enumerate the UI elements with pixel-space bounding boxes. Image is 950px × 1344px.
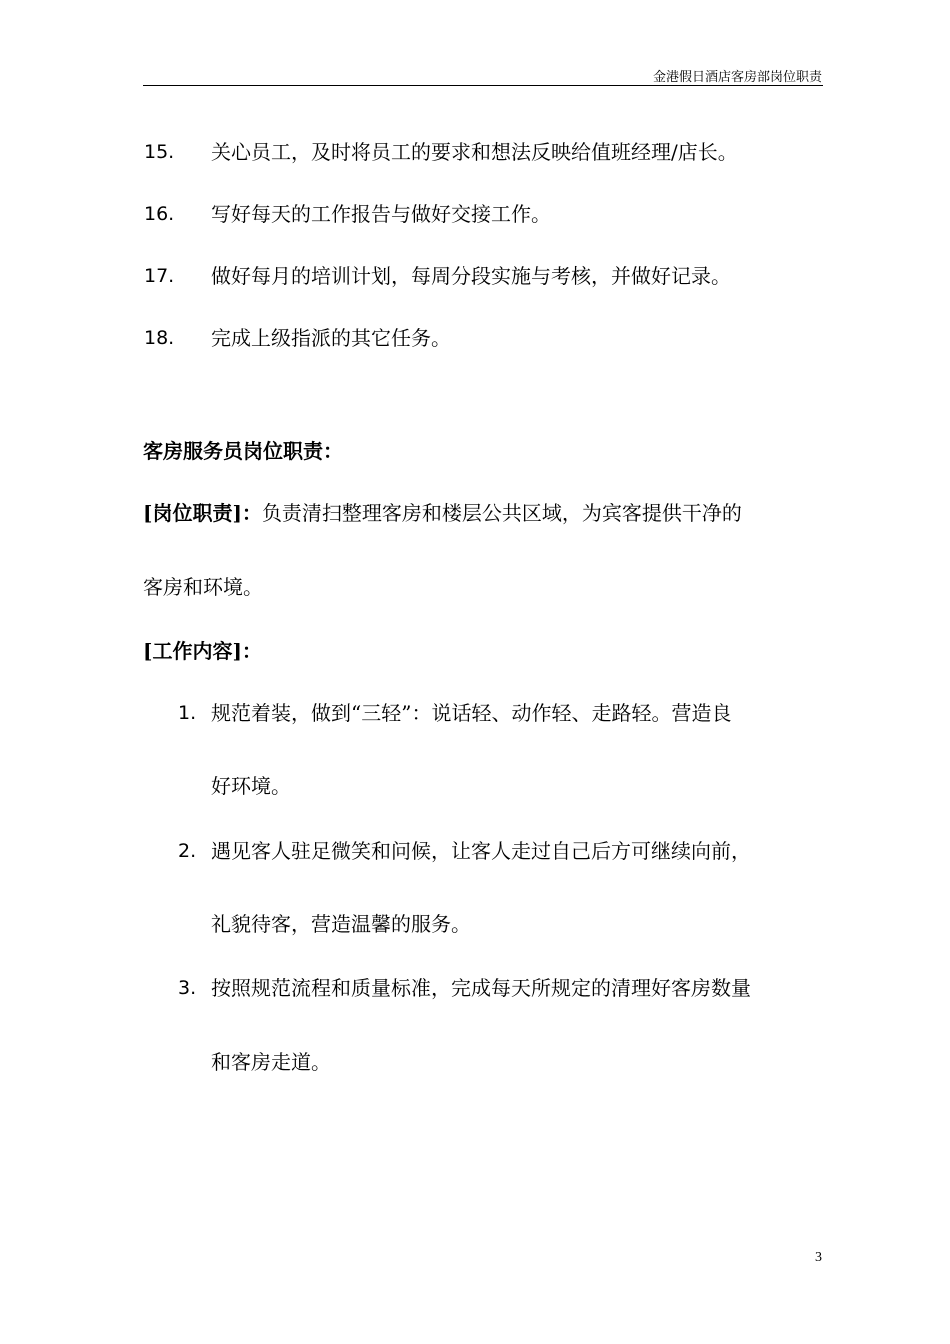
duty-text: 完成上级指派的其它任务。	[211, 326, 451, 350]
responsibility-label: [岗位职责]：	[143, 501, 262, 525]
duty-text: 做好每月的培训计划，每周分段实施与考核，并做好记录。	[211, 264, 731, 288]
item-number: 1.	[178, 702, 197, 724]
duty-number: 15.	[144, 141, 175, 163]
page-header-title: 金港假日酒店客房部岗位职责	[652, 69, 822, 84]
item-text-continued: 和客房走道。	[211, 1050, 331, 1074]
item-text: 按照规范流程和质量标准，完成每天所规定的清理好客房数量	[211, 976, 751, 1000]
page-number: 3	[815, 1250, 822, 1265]
item-number: 2.	[178, 840, 197, 862]
item-text: 遇见客人驻足微笑和问候，让客人走过自己后方可继续向前，	[211, 839, 751, 863]
duty-text: 关心员工，及时将员工的要求和想法反映给值班经理/店长。	[211, 140, 738, 164]
duty-number: 16.	[144, 203, 175, 225]
section-heading: 客房服务员岗位职责：	[143, 439, 343, 463]
responsibility-text-continued: 客房和环境。	[143, 575, 263, 599]
item-number: 3.	[178, 977, 197, 999]
responsibility-paragraph	[143, 503, 742, 523]
duty-number: 17.	[144, 265, 175, 287]
item-text: 规范着装，做到“三轻”：说话轻、动作轻、走路轻。营造良	[211, 701, 732, 725]
content-label: [工作内容]：	[143, 639, 262, 663]
item-text-continued: 礼貌待客，营造温馨的服务。	[211, 912, 471, 936]
duty-text: 写好每天的工作报告与做好交接工作。	[211, 202, 551, 226]
item-text-continued: 好环境。	[211, 774, 291, 798]
header-rule	[143, 85, 823, 86]
duty-number: 18.	[144, 327, 175, 349]
responsibility-text: 负责清扫整理客房和楼层公共区域，为宾客提供干净的	[261, 501, 742, 525]
